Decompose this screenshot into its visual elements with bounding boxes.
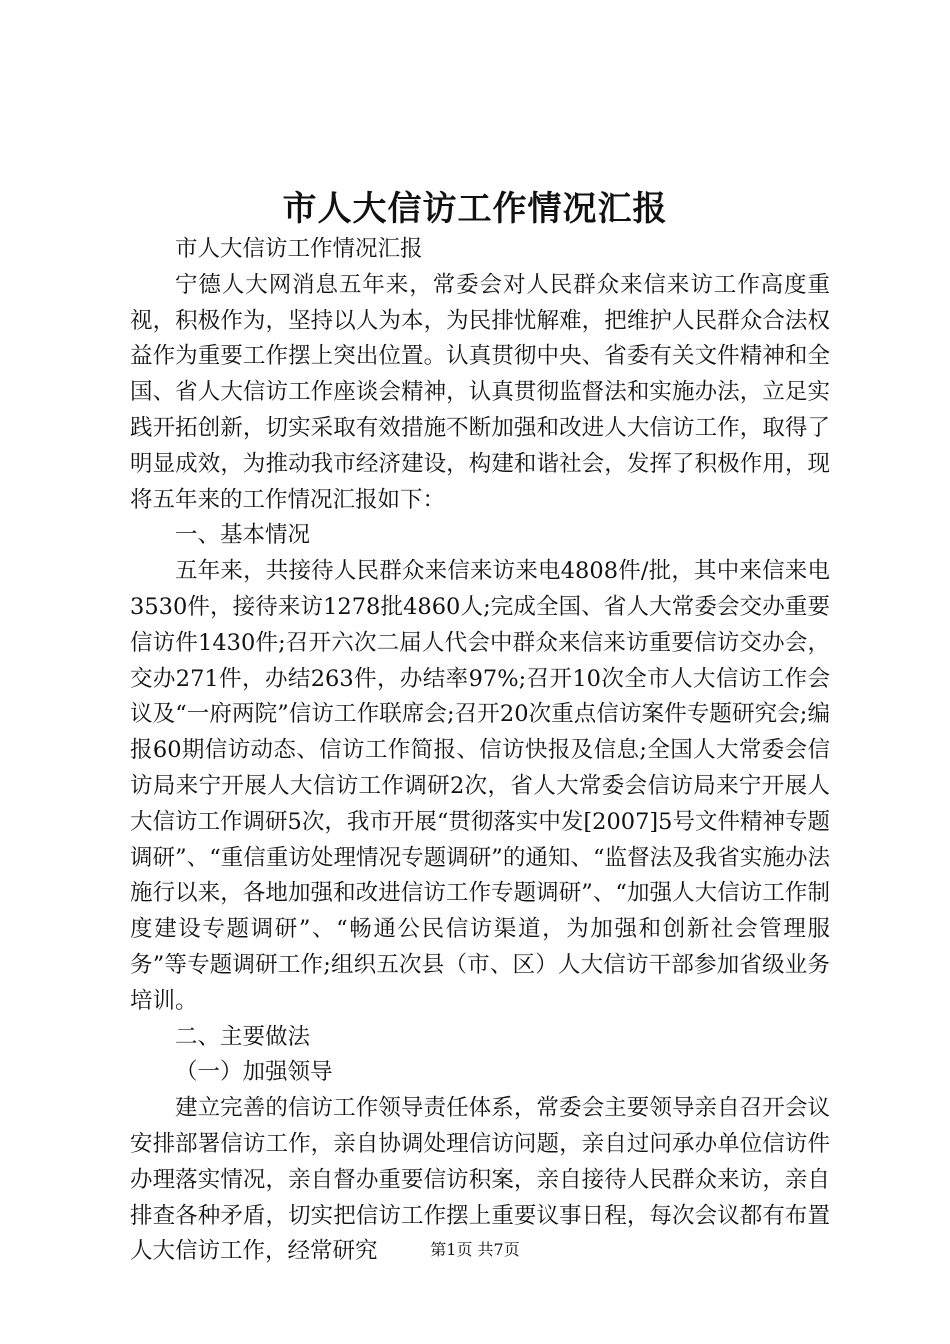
paragraph-leadership: 建立完善的信访工作领导责任体系，常委会主要领导亲自召开会议安排部署信访工作，亲自协调处理信访问题，亲自过问承办单位信访件办理落实情况，亲自督办重要信访积案，亲自接待人民群众来访，亲自排查各种矛盾，切实把信访工作摆上重要议事日程，每次会议都有布置人大信访工作，经常研究: [130, 1095, 830, 1265]
page-footer: 第1页 共7页: [430, 1240, 520, 1259]
document-body: [130, 232, 830, 1270]
document-title: 市人大信访工作情况汇报: [282, 189, 668, 229]
paragraph-subtitle: 市人大信访工作情况汇报: [175, 236, 423, 262]
subsection-heading-leadership: （一）加强领导: [175, 1059, 333, 1086]
paragraph-intro: 宁德人大网消息五年来，常委会对人民群众来信来访工作高度重视，积极作为，坚持以人为本，为民排忧解难，把维护人民群众合法权益作为重要工作摆上突出位置。认真贯彻中央、省委有关文件精神和全国、省人大信访工作座谈会精神，认真贯彻监督法和实施办法，立足实践开拓创新，切实采取有效措施不断加强和改进人大信访工作，取得了明显成效，为推动我市经济建设，构建和谐社会，发挥了积极作用，现将五年来的工作情况汇报如下：: [130, 271, 830, 513]
section-heading-methods: 二、主要做法: [175, 1023, 311, 1050]
paragraph-basic-situation: 五年来，共接待人民群众来信来访来电4808件/批，其中来信来电3530件，接待来访1278批4860人;完成全国、省人大常委会交办重要信访件1430件;召开六次二届人代会中群众来信来访重要信访交办会，交办271件，办结263件，办结率97%;召开10次全市人大信访工作会议及“一府两院”信访工作联席会;召开20次重点信访案件专题研究会;编报60期信访动态、信访工作简报、信访快报及信息;全国人大常委会信访局来宁开展人大信访工作调研2次，省人大常委会信访局来宁开展人大信访工作调研5次，我市开展“贯彻落实中发[2007]5号文件精神专题调研”、“重信重访处理情况专题调研”的通知、“监督法及我省实施办法施行以来，各地加强和改进信访工作专题调研”、“加强人大信访工作制度建设专题调研”、“畅通公民信访渠道，为加强和创新社会管理服务”等专题调研工作;组织五次县（市、区）人大信访干部参加省级业务培训。: [130, 558, 830, 1014]
section-heading-basic: 一、基本情况: [175, 522, 311, 549]
